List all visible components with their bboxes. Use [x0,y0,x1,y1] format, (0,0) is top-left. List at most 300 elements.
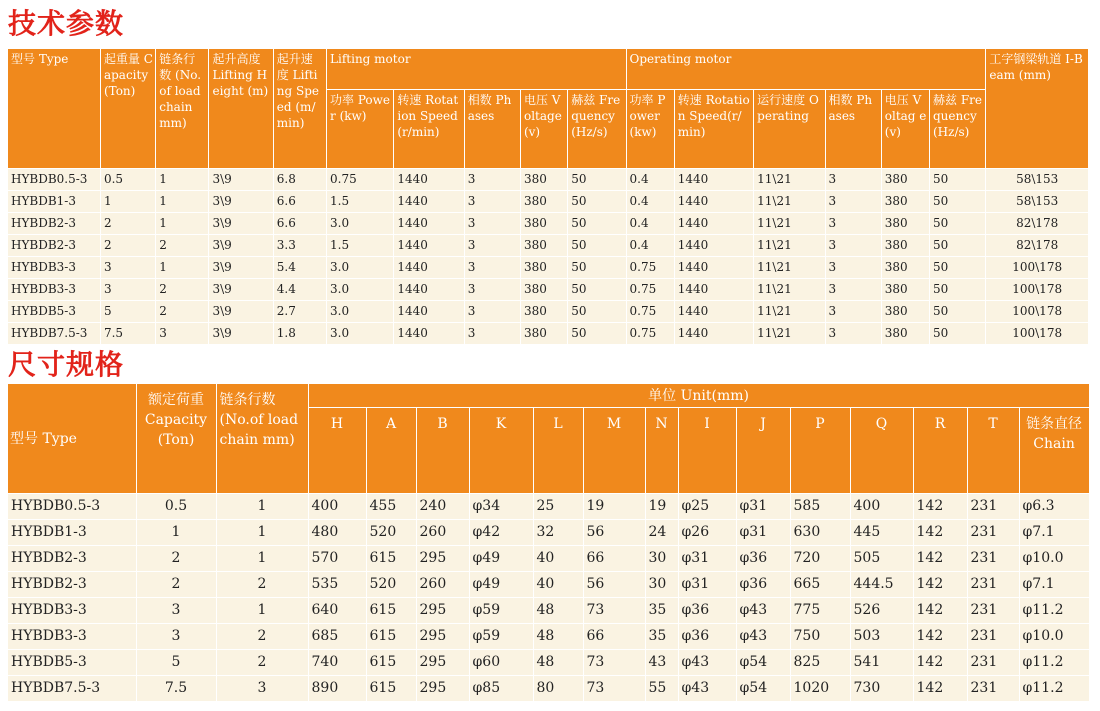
tech-cell: 0.4 [626,169,674,191]
th2-unit: 单位 Unit(mm) [308,384,1089,408]
tech-cell: 11\21 [754,301,825,323]
dims-cell: 295 [416,546,469,572]
dims-cell: 1 [216,520,308,546]
tech-cell: 3.0 [327,323,394,345]
tech-cell: 3 [825,257,881,279]
dims-cell: 73 [583,676,645,702]
dims-cell: φ6.3 [1019,494,1089,520]
dims-cell: φ36 [678,598,736,624]
dims-cell: 66 [583,624,645,650]
dims-cell: φ54 [736,650,790,676]
dims-cell: 56 [583,572,645,598]
dims-cell: 142 [913,598,967,624]
tech-cell: 11\21 [754,257,825,279]
tech-cell: 1 [156,169,209,191]
dims-cell: 19 [645,494,678,520]
dims-cell: HYBDB2-3 [8,546,136,572]
th-operating-motor: Operating motor [626,49,986,90]
dims-cell: 615 [366,546,416,572]
tech-cell: 11\21 [754,235,825,257]
dims-cell: φ49 [469,546,533,572]
tech-cell: 11\21 [754,191,825,213]
th-capacity: 起重量 Capacity (Ton) [100,49,155,169]
tech-cell: 380 [881,279,929,301]
dims-cell: 231 [967,676,1019,702]
tech-cell: 50 [568,257,626,279]
tech-row [8,169,1089,191]
tech-cell: 1440 [674,235,753,257]
dims-cell: 295 [416,598,469,624]
dims-cell: φ11.2 [1019,650,1089,676]
dims-cell: HYBDB5-3 [8,650,136,676]
tech-cell: 380 [520,213,567,235]
dims-cell: 260 [416,520,469,546]
dims-cell: 48 [533,598,583,624]
tech-cell: 380 [881,191,929,213]
th-op-power: 功率 Power(kw) [626,90,674,169]
dims-cell: 231 [967,546,1019,572]
tech-cell: 3 [464,213,520,235]
dims-cell: 1 [216,494,308,520]
tech-cell: 3 [156,323,209,345]
dims-cell: 2 [216,624,308,650]
tech-params-title: 技术参数 [8,7,125,40]
th2-capacity: 额定荷重 Capacity (Ton) [136,384,216,494]
dims-cell: φ7.1 [1019,520,1089,546]
tech-cell: 50 [930,301,986,323]
dims-cell: 640 [308,598,366,624]
dims-cell: 55 [645,676,678,702]
tech-cell: 3 [825,301,881,323]
tech-cell: 380 [520,191,567,213]
tech-cell: 100\178 [986,323,1089,345]
dims-cell: 24 [645,520,678,546]
tech-cell: HYBDB7.5-3 [8,323,100,345]
dims-cell: 35 [645,624,678,650]
tech-cell: 1440 [394,235,464,257]
th2-chain-lines: 链条行数 (No.of load chain mm) [216,384,308,494]
dims-cell: φ49 [469,572,533,598]
tech-cell: 50 [568,235,626,257]
tech-cell: 3 [825,279,881,301]
tech-cell: 0.4 [626,235,674,257]
th-operating-speed: 运行速度 Operating [754,90,825,169]
tech-cell: 380 [520,279,567,301]
dims-cell: φ31 [678,572,736,598]
tech-cell: 0.4 [626,191,674,213]
tech-cell: 0.75 [327,169,394,191]
dims-row [8,520,1089,546]
tech-cell: 1440 [394,213,464,235]
tech-cell: 50 [568,213,626,235]
dims-cell: 585 [790,494,850,520]
tech-cell: 3 [825,169,881,191]
tech-row [8,235,1089,257]
dims-cell: 685 [308,624,366,650]
dims-cell: 535 [308,572,366,598]
dims-cell: 740 [308,650,366,676]
dims-cell: φ59 [469,624,533,650]
tech-cell: 50 [568,279,626,301]
tech-cell: 380 [881,257,929,279]
tech-row [8,279,1089,301]
tech-cell: 3 [100,257,155,279]
th-lifting-motor: Lifting motor [327,49,627,90]
dims-cell: 142 [913,624,967,650]
dims-cell: HYBDB2-3 [8,572,136,598]
tech-cell: 1440 [674,323,753,345]
dims-cell: 3 [136,598,216,624]
tech-cell: 380 [520,235,567,257]
th-lifting-height: 起升高度 Lifting Height (m) [209,49,273,169]
th-op-rotation-speed: 转速 Rotation Speed(r/min) [674,90,753,169]
dims-cell: 1 [216,598,308,624]
dims-cell: 142 [913,572,967,598]
dims-cell: φ43 [678,676,736,702]
th-phases: 相数 Phases [464,90,520,169]
tech-cell: 3\9 [209,323,273,345]
dims-cell: 295 [416,650,469,676]
tech-cell: 380 [881,235,929,257]
tech-cell: 6.8 [273,169,326,191]
th-ibeam: 工字钢梁轨道 I-Beam (mm) [986,49,1089,169]
th-frequency: 赫兹 Frequency (Hz/s) [568,90,626,169]
th2-col-p: P [790,408,850,494]
dims-cell: φ25 [678,494,736,520]
dims-cell: φ43 [678,650,736,676]
dims-cell: 505 [850,546,913,572]
dims-cell: 1 [216,546,308,572]
dims-cell: φ31 [736,520,790,546]
dims-cell: φ31 [678,546,736,572]
tech-cell: 3 [464,257,520,279]
dimensions-table [8,384,1090,702]
tech-cell: 1 [156,191,209,213]
dims-cell: φ34 [469,494,533,520]
tech-cell: 3 [100,279,155,301]
dims-cell: 260 [416,572,469,598]
tech-cell: 380 [520,301,567,323]
tech-cell: 4.4 [273,279,326,301]
tech-cell: 1440 [674,191,753,213]
dims-cell: 526 [850,598,913,624]
tech-cell: 1440 [394,323,464,345]
tech-cell: 1440 [674,257,753,279]
tech-cell: 50 [930,323,986,345]
tech-cell: HYBDB3-3 [8,279,100,301]
tech-cell: 2 [100,235,155,257]
dims-cell: φ59 [469,598,533,624]
tech-cell: 2.7 [273,301,326,323]
tech-cell: 50 [930,169,986,191]
th2-col-l: L [533,408,583,494]
tech-cell: 50 [568,301,626,323]
dims-cell: 19 [583,494,645,520]
tech-cell: 50 [568,169,626,191]
th2-col-a: A [366,408,416,494]
th2-col-r: R [913,408,967,494]
tech-cell: 50 [568,191,626,213]
tech-cell: 1.5 [327,235,394,257]
tech-cell: HYBDB2-3 [8,235,100,257]
dims-cell: 142 [913,494,967,520]
dims-cell: 520 [366,572,416,598]
tech-cell: HYBDB5-3 [8,301,100,323]
tech-cell: 50 [930,235,986,257]
tech-cell: 3\9 [209,213,273,235]
dims-cell: 240 [416,494,469,520]
th-op-frequency: 赫兹 Frequency (Hz/s) [930,90,986,169]
th2-col-n: N [645,408,678,494]
dims-cell: φ10.0 [1019,624,1089,650]
tech-cell: 2 [100,213,155,235]
th-lifting-speed: 起升速度 Lifting Speed (m/min) [273,49,326,169]
tech-cell: 1440 [394,169,464,191]
tech-cell: 3 [464,169,520,191]
tech-cell: 50 [930,279,986,301]
dims-cell: 480 [308,520,366,546]
tech-row [8,191,1089,213]
dims-cell: 720 [790,546,850,572]
tech-row [8,213,1089,235]
tech-cell: 2 [156,279,209,301]
tech-cell: 3.0 [327,257,394,279]
tech-cell: 380 [520,323,567,345]
dims-cell: 295 [416,624,469,650]
tech-row [8,323,1089,345]
tech-cell: 5 [100,301,155,323]
dims-cell: 231 [967,650,1019,676]
tech-cell: 58\153 [986,169,1089,191]
dims-cell: 1020 [790,676,850,702]
dims-cell: 48 [533,650,583,676]
dims-cell: φ42 [469,520,533,546]
dims-cell: 231 [967,598,1019,624]
tech-cell: 0.75 [626,301,674,323]
dims-cell: 142 [913,546,967,572]
dims-cell: 665 [790,572,850,598]
tech-cell: 50 [930,213,986,235]
dims-cell: φ54 [736,676,790,702]
dims-cell: 231 [967,520,1019,546]
tech-cell: HYBDB1-3 [8,191,100,213]
dims-cell: 3 [136,624,216,650]
dims-cell: 32 [533,520,583,546]
tech-cell: 7.5 [100,323,155,345]
tech-cell: 0.5 [100,169,155,191]
dims-cell: φ11.2 [1019,676,1089,702]
dims-cell: 400 [850,494,913,520]
tech-cell: 1 [156,257,209,279]
dims-cell: 1 [136,520,216,546]
dims-cell: 142 [913,650,967,676]
th-op-voltage: 电压 Voltag e (v) [881,90,929,169]
dimensions-title: 尺寸规格 [8,348,125,381]
dims-cell: φ31 [736,494,790,520]
tech-cell: 58\153 [986,191,1089,213]
tech-cell: 380 [520,257,567,279]
dims-cell: HYBDB3-3 [8,598,136,624]
tech-cell: 3 [464,301,520,323]
dims-cell: 520 [366,520,416,546]
dims-cell: 231 [967,494,1019,520]
dims-cell: 570 [308,546,366,572]
dims-cell: 730 [850,676,913,702]
dims-cell: 25 [533,494,583,520]
dims-row [8,650,1089,676]
tech-cell: 1440 [394,279,464,301]
tech-cell: 3 [464,279,520,301]
tech-cell: 380 [881,169,929,191]
dims-cell: 750 [790,624,850,650]
th-op-phases: 相数 Phases [825,90,881,169]
tech-cell: 3 [464,191,520,213]
dims-cell: 0.5 [136,494,216,520]
tech-cell: 1 [156,213,209,235]
tech-cell: 50 [930,257,986,279]
tech-cell: 380 [520,169,567,191]
tech-cell: 11\21 [754,279,825,301]
tech-cell: 3\9 [209,257,273,279]
dims-cell: 400 [308,494,366,520]
dims-row [8,676,1089,702]
tech-cell: 380 [881,323,929,345]
tech-cell: 2 [156,235,209,257]
dims-cell: 43 [645,650,678,676]
dims-cell: HYBDB7.5-3 [8,676,136,702]
dims-cell: 73 [583,598,645,624]
dims-cell: 775 [790,598,850,624]
dims-cell: 40 [533,546,583,572]
dims-cell: 2 [216,650,308,676]
dims-cell: HYBDB3-3 [8,624,136,650]
tech-cell: 0.75 [626,257,674,279]
tech-cell: 6.6 [273,191,326,213]
th2-col-j: J [736,408,790,494]
tech-cell: 1440 [674,279,753,301]
tech-cell: 100\178 [986,257,1089,279]
th2-col-h: H [308,408,366,494]
th2-col-k: K [469,408,533,494]
dims-cell: 890 [308,676,366,702]
dims-cell: HYBDB0.5-3 [8,494,136,520]
dims-cell: 30 [645,572,678,598]
dims-cell: 30 [645,546,678,572]
dims-cell: 455 [366,494,416,520]
tech-cell: 50 [568,323,626,345]
th2-col-i: I [678,408,736,494]
dims-cell: 2 [136,572,216,598]
tech-cell: 3 [825,323,881,345]
tech-cell: 11\21 [754,169,825,191]
dims-cell: 615 [366,598,416,624]
th-power: 功率 Power (kw) [327,90,394,169]
dims-cell: 231 [967,572,1019,598]
tech-cell: 1440 [394,191,464,213]
dims-cell: 40 [533,572,583,598]
tech-cell: 3 [825,191,881,213]
tech-cell: 3\9 [209,279,273,301]
tech-cell: 0.75 [626,279,674,301]
dims-cell: 825 [790,650,850,676]
tech-cell: 3 [464,323,520,345]
tech-params-table [8,49,1089,345]
dims-cell: 142 [913,520,967,546]
dims-cell: 35 [645,598,678,624]
dims-cell: φ26 [678,520,736,546]
dims-cell: φ10.0 [1019,546,1089,572]
th-chain-lines: 链条行数 (No.of load chain mm) [156,49,209,169]
tech-cell: 11\21 [754,213,825,235]
dims-cell: φ85 [469,676,533,702]
th2-col-b: B [416,408,469,494]
th-type: 型号 Type [8,49,100,169]
tech-row [8,301,1089,323]
tech-cell: 380 [881,213,929,235]
tech-cell: 1.5 [327,191,394,213]
dims-cell: HYBDB1-3 [8,520,136,546]
dims-cell: 48 [533,624,583,650]
tech-cell: 82\178 [986,213,1089,235]
tech-cell: 3 [464,235,520,257]
dims-cell: 2 [216,572,308,598]
tech-cell: 3.0 [327,301,394,323]
tech-cell: HYBDB0.5-3 [8,169,100,191]
tech-cell: 3.0 [327,279,394,301]
dims-cell: 66 [583,546,645,572]
tech-cell: 0.4 [626,213,674,235]
dims-cell: φ11.2 [1019,598,1089,624]
dims-cell: 615 [366,650,416,676]
th2-chain-diameter: 链条直径 Chain [1019,408,1089,494]
dims-cell: φ43 [736,598,790,624]
dims-row [8,572,1089,598]
dims-cell: 444.5 [850,572,913,598]
tech-cell: 1440 [394,257,464,279]
tech-cell: 3\9 [209,235,273,257]
dims-cell: 295 [416,676,469,702]
tech-row [8,257,1089,279]
dims-cell: 73 [583,650,645,676]
dims-cell: φ36 [736,572,790,598]
tech-cell: 82\178 [986,235,1089,257]
dims-cell: 80 [533,676,583,702]
tech-cell: 0.75 [626,323,674,345]
th2-type: 型号 Type [8,384,136,494]
tech-cell: 3.0 [327,213,394,235]
th2-col-m: M [583,408,645,494]
dims-cell: 231 [967,624,1019,650]
tech-cell: 3\9 [209,191,273,213]
dims-cell: 2 [136,546,216,572]
tech-cell: 1440 [674,169,753,191]
th-voltage: 电压 Voltage(v) [520,90,567,169]
dims-cell: 445 [850,520,913,546]
tech-cell: 3\9 [209,301,273,323]
tech-cell: 5.4 [273,257,326,279]
tech-cell: 3.3 [273,235,326,257]
tech-cell: 11\21 [754,323,825,345]
tech-cell: 1440 [674,213,753,235]
dims-cell: 615 [366,676,416,702]
dims-cell: φ60 [469,650,533,676]
tech-cell: HYBDB2-3 [8,213,100,235]
th2-col-t: T [967,408,1019,494]
dims-row [8,494,1089,520]
tech-cell: 1 [100,191,155,213]
dims-cell: 3 [216,676,308,702]
tech-cell: 2 [156,301,209,323]
